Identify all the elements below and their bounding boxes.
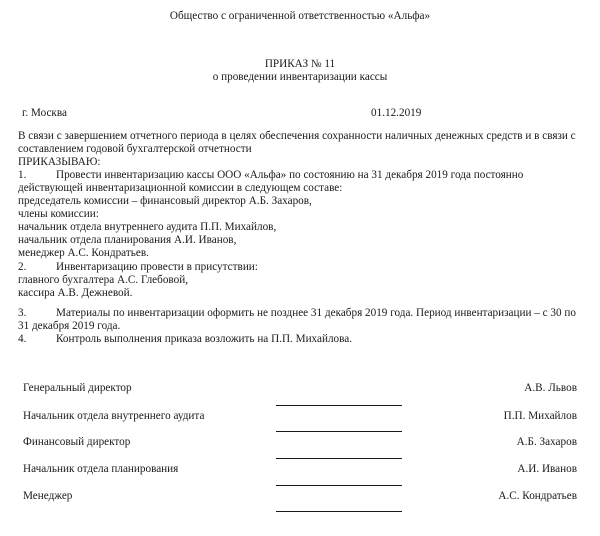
item-3-line-2: 31 декабря 2019 года. xyxy=(18,320,121,332)
signature-name: А.В. Львов xyxy=(524,382,577,394)
signature-position: Генеральный директор xyxy=(23,382,132,394)
signature-position: Начальник отдела планирования xyxy=(23,463,179,475)
preamble-line-2: составлением годовой бухгалтерской отчетности xyxy=(18,143,252,155)
item-1-line-5: начальник отдела внутреннего аудита П.П. Михайлов, xyxy=(18,221,277,233)
item-1-line-2: действующей инвентаризационной комиссии в следующем составе: xyxy=(18,182,343,194)
order-word: ПРИКАЗЫВАЮ: xyxy=(18,156,101,168)
signature-line xyxy=(276,458,402,459)
signature-name: А.С. Кондратьев xyxy=(498,490,577,502)
item-4-line-1: Контроль выполнения приказа возложить на П.П. Михайлова. xyxy=(56,333,353,345)
signature-line xyxy=(276,405,402,406)
signature-name: А.И. Иванов xyxy=(517,463,577,475)
item-1-line-6: начальник отдела планирования А.И. Иванов, xyxy=(18,234,237,246)
item-2-line-2: главного бухгалтера А.С. Глебовой, xyxy=(18,274,189,286)
item-1-number: 1. xyxy=(18,169,27,181)
signature-position: Менеджер xyxy=(23,490,73,502)
order-subtitle: о проведении инвентаризации кассы xyxy=(212,71,388,83)
signature-line xyxy=(276,431,402,432)
signature-position: Начальник отдела внутреннего аудита xyxy=(23,410,205,422)
item-2-line-3: кассира А.В. Дежневой. xyxy=(18,287,133,299)
signature-position: Финансовый директор xyxy=(23,436,131,448)
item-1-line-4: члены комиссии: xyxy=(18,208,99,220)
organization-name: Общество с ограниченной ответственностью «Альфа» xyxy=(169,10,431,22)
order-place: г. Москва xyxy=(22,107,67,119)
item-1-line-7: менеджер А.С. Кондратьев. xyxy=(18,247,149,259)
item-3-number: 3. xyxy=(18,307,27,319)
item-4-number: 4. xyxy=(18,333,27,345)
item-2-line-1: Инвентаризацию провести в присутствии: xyxy=(56,261,258,273)
signature-line xyxy=(276,485,402,486)
item-1-line-3: председатель комиссии – финансовый директор А.Б. Захаров, xyxy=(18,195,312,207)
signature-line xyxy=(276,511,402,512)
item-2-number: 2. xyxy=(18,261,27,273)
item-3-line-1: Материалы по инвентаризации оформить не позднее 31 декабря 2019 года. Период инвентаризации – с 30 по xyxy=(56,307,576,319)
preamble-line-1: В связи с завершением отчетного периода в целях обеспечения сохранности наличных денежных средств и в связи с xyxy=(18,130,576,142)
signature-name: П.П. Михайлов xyxy=(503,410,577,422)
order-date: 01.12.2019 xyxy=(371,107,422,119)
order-title: ПРИКАЗ № 11 xyxy=(264,58,336,70)
signature-name: А.Б. Захаров xyxy=(516,436,577,448)
item-1-line-1: Провести инвентаризацию кассы ООО «Альфа» по состоянию на 31 декабря 2019 года постоянно xyxy=(56,169,524,181)
